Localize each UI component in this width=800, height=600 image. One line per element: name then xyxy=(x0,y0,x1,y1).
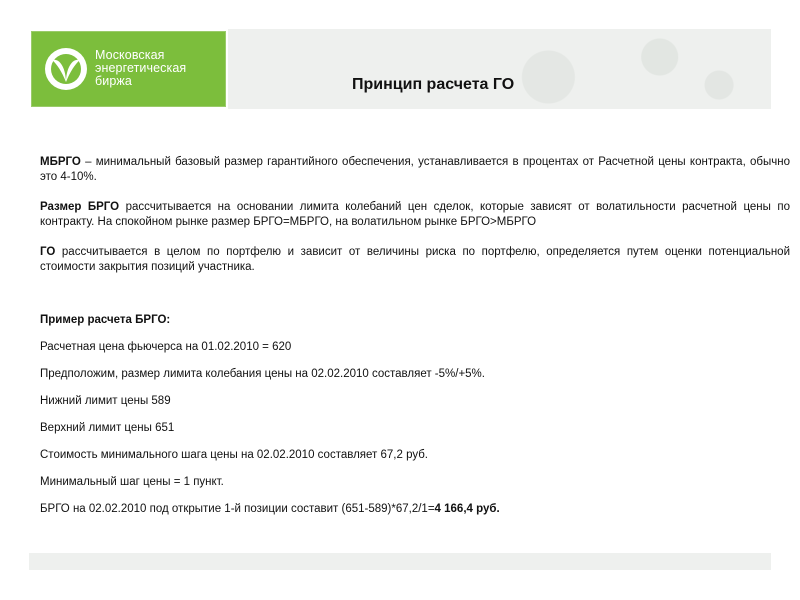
term-go: ГО xyxy=(40,246,56,258)
logo xyxy=(29,29,228,109)
paragraph-brgo xyxy=(40,200,790,230)
example-line: Верхний лимит цены 651 xyxy=(40,422,175,434)
logo-line-1: Московская xyxy=(95,48,165,62)
example-line: Нижний лимит цены 589 xyxy=(40,395,171,407)
example-line: Стоимость минимального шага цены на 02.02.2010 составляет 67,2 руб. xyxy=(40,449,428,461)
text-mbrgo: – минимальный базовый размер гарантийного обеспечения, устанавливается в процентах от Расчетной цены контракта, обычно это 4-10%. xyxy=(40,156,790,183)
example-final-line xyxy=(40,503,500,515)
paragraph-go xyxy=(40,245,790,275)
paragraph-mbrgo xyxy=(40,155,790,185)
example-line: Расчетная цена фьючерса на 01.02.2010 = 620 xyxy=(40,341,292,353)
term-brgo: Размер БРГО xyxy=(40,201,120,213)
example-line: Предположим, размер лимита колебания цены на 02.02.2010 составляет -5%/+5%. xyxy=(40,368,485,380)
footer-band xyxy=(29,553,771,570)
logo-line-2: энергетическая xyxy=(95,61,187,75)
logo-text xyxy=(95,49,186,88)
logo-leaf-icon xyxy=(43,46,89,92)
final-prefix: БРГО на 02.02.2010 под открытие 1-й позиции составит (651-589)*67,2/1= xyxy=(40,503,435,515)
example-heading: Пример расчета БРГО: xyxy=(40,314,171,326)
final-result: 4 166,4 руб. xyxy=(434,503,500,515)
term-mbrgo: МБРГО xyxy=(40,156,81,168)
example-line: Минимальный шаг цены = 1 пункт. xyxy=(40,476,224,488)
text-brgo: рассчитывается на основании лимита колебаний цен сделок, которые зависят от волатильности расчетной цены по контракту. На спокойном рынке размер БРГО=МБРГО, на волатильном рынке БРГО>МБРГО xyxy=(40,201,790,228)
logo-line-3: биржа xyxy=(95,74,132,88)
text-go: рассчитывается в целом по портфелю и зависит от величины риска по портфелю, определяется путем оценки потенциальной стоимости закрытия позиций участника. xyxy=(40,246,790,273)
definitions xyxy=(40,155,790,275)
page-title: Принцип расчета ГО xyxy=(352,76,515,93)
